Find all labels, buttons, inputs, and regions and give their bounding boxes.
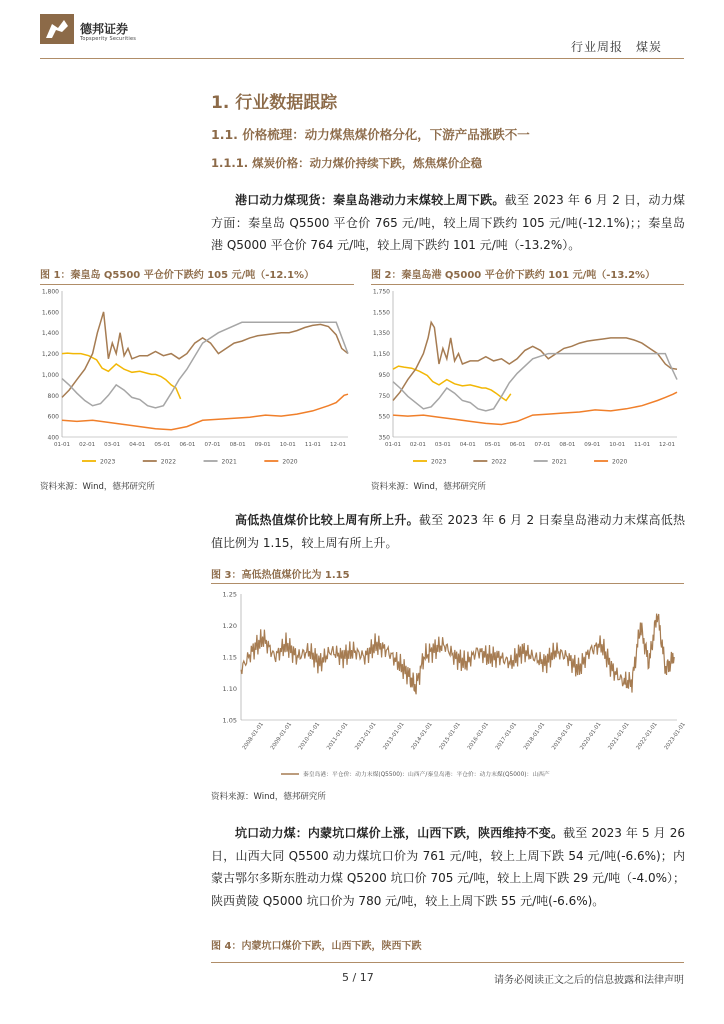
x-tick-label: 02-01 <box>409 442 426 448</box>
x-tick-label: 05-01 <box>484 442 501 448</box>
y-tick-label: 1,550 <box>372 309 390 317</box>
y-tick-label: 1,000 <box>41 371 59 379</box>
x-tick-label: 2014-01-01 <box>410 721 434 752</box>
x-tick-label: 06-01 <box>509 442 526 448</box>
series-line-ratio <box>241 614 674 695</box>
figure-3-divider <box>211 583 684 584</box>
paragraph-lead: 港口动力煤现货：秦皇岛港动力末煤较上周下跌。 <box>235 193 505 207</box>
x-tick-label: 2012-01-01 <box>354 721 378 752</box>
x-tick-label: 12-01 <box>659 442 676 448</box>
paragraph-lead: 高低热值煤价比较上周有所上升。 <box>235 513 419 527</box>
figure-2-chart <box>371 287 684 472</box>
series-line-2021 <box>393 354 677 411</box>
figure-2-source: 资料来源：Wind，德邦研究所 <box>371 482 486 492</box>
y-tick-label: 1,150 <box>372 351 390 359</box>
y-tick-label: 800 <box>47 392 59 400</box>
legend-label: 2023 <box>100 458 116 466</box>
x-tick-label: 2011-01-01 <box>326 721 350 752</box>
x-tick-label: 02-01 <box>79 442 96 448</box>
figure-1-source: 资料来源：Wind，德邦研究所 <box>40 482 155 492</box>
x-tick-label: 05-01 <box>154 442 171 448</box>
paragraph-port-coal <box>211 189 685 257</box>
x-tick-label: 04-01 <box>459 442 476 448</box>
paragraph-mine-coal <box>211 822 685 912</box>
y-tick-label: 1,200 <box>41 351 59 359</box>
logo-icon <box>40 14 74 44</box>
figure-1-chart <box>40 287 354 472</box>
legend-label: 2022 <box>491 458 507 466</box>
x-tick-label: 11-01 <box>304 442 321 448</box>
y-tick-label: 1,800 <box>41 288 59 296</box>
figure-3-chart <box>211 586 687 782</box>
x-tick-label: 2022-01-01 <box>635 721 659 752</box>
legend-label: 2021 <box>551 458 567 466</box>
legend-label: 秦皇岛港：平仓价：动力末煤(Q5500)：山西产/秦皇岛港：平仓价：动力末煤(Q5000)：山西产 <box>303 772 550 779</box>
x-tick-label: 2010-01-01 <box>297 721 322 752</box>
y-tick-label: 1.05 <box>222 716 237 725</box>
x-tick-label: 2009-01-01 <box>269 721 294 752</box>
x-tick-label: 12-01 <box>329 442 346 448</box>
x-tick-label: 2021-01-01 <box>607 721 631 752</box>
header-divider <box>40 58 684 59</box>
y-tick-label: 600 <box>47 413 59 421</box>
x-tick-label: 03-01 <box>104 442 121 448</box>
legend-label: 2023 <box>431 458 447 466</box>
figure-3-title: 图 3：高低热值煤价比为 1.15 <box>211 570 350 581</box>
x-tick-label: 04-01 <box>129 442 146 448</box>
x-tick-label: 10-01 <box>609 442 626 448</box>
legend-label: 2020 <box>612 458 628 466</box>
x-tick-label: 2017-01-01 <box>494 721 519 752</box>
y-tick-label: 950 <box>378 371 390 379</box>
series-line-2021 <box>62 322 348 408</box>
report-type: 行业周报 煤炭 <box>570 40 662 54</box>
x-tick-label: 06-01 <box>179 442 196 448</box>
x-tick-label: 01-01 <box>385 442 401 448</box>
y-tick-label: 1,750 <box>372 288 390 296</box>
y-tick-label: 400 <box>47 434 59 442</box>
x-tick-label: 2023-01-01 <box>663 721 687 752</box>
x-tick-label: 08-01 <box>559 442 576 448</box>
x-tick-label: 03-01 <box>434 442 451 448</box>
x-tick-label: 10-01 <box>279 442 296 448</box>
footer-divider <box>211 962 684 963</box>
paragraph-lead: 坑口动力煤：内蒙坑口煤价上涨，山西下跌，陕西维持不变。 <box>235 826 564 840</box>
y-tick-label: 350 <box>378 434 390 442</box>
x-tick-label: 08-01 <box>229 442 246 448</box>
x-tick-label: 01-01 <box>54 442 70 448</box>
legal-disclaimer: 请务必阅读正文之后的信息披露和法律声明 <box>494 975 684 986</box>
figure-1-divider <box>40 284 354 285</box>
page-number: 5 / 17 <box>342 971 374 984</box>
subsection-heading: 1.1. 价格梳理：动力煤焦煤价格分化，下游产品涨跌不一 <box>211 127 530 142</box>
paragraph-body: 截至 2023 年 6 月 2 日，动力煤方面：秦皇岛 Q5500 平仓价 765 元/吨，较上周下跌约 105 元/吨(-12.1%)；；秦皇岛港 Q5000 平仓价 764 元/吨，较上周下跌约 101 元/吨（-13.2%）。 <box>211 193 685 252</box>
series-line-2020 <box>393 392 677 424</box>
y-tick-label: 1,400 <box>41 330 59 338</box>
legend-label: 2021 <box>221 458 237 466</box>
figure-2-divider <box>371 284 684 285</box>
x-tick-label: 07-01 <box>534 442 551 448</box>
x-tick-label: 2020-01-01 <box>579 721 603 752</box>
y-tick-label: 750 <box>378 392 390 400</box>
y-tick-label: 1,600 <box>41 309 59 317</box>
x-tick-label: 2019-01-01 <box>551 721 575 752</box>
series-line-2023 <box>393 366 511 400</box>
figure-3-source: 资料来源：Wind，德邦研究所 <box>211 792 326 802</box>
x-tick-label: 2013-01-01 <box>382 721 406 752</box>
series-line-2022 <box>393 322 677 400</box>
x-tick-label: 11-01 <box>634 442 651 448</box>
legend-label: 2020 <box>282 458 298 466</box>
paragraph-body: 截至 2023 年 5 月 26 日，山西大同 Q5500 动力煤坑口价为 761 元/吨，较上上周下跌 54 元/吨(-6.6%)；内蒙古鄂尔多斯东胜动力煤 Q5200 坑口价 705 元/吨，较上上周下跌 29 元/吨（-4.0%）；陕西黄陵 Q5000 坑口价为 780 元/吨，较上上周下跌 55 元/吨(-6.6%)。 <box>211 826 685 908</box>
x-tick-label: 09-01 <box>584 442 601 448</box>
logo-subtitle: Topsperity Securities <box>80 36 137 42</box>
paragraph-ratio <box>211 509 685 554</box>
paragraph-body: 截至 2023 年 6 月 2 日秦皇岛港动力末煤高低热值比例为 1.15，较上周有所上升。 <box>211 513 685 550</box>
x-tick-label: 2016-01-01 <box>466 721 491 752</box>
subsubsection-heading: 1.1.1. 煤炭价格：动力煤价持续下跌，炼焦煤价企稳 <box>211 156 483 170</box>
logo-name: 德邦证券 <box>80 22 129 36</box>
figure-1-title: 图 1：秦皇岛 Q5500 平仓价下跌约 105 元/吨（-12.1%） <box>40 270 315 281</box>
x-tick-label: 2008-01-01 <box>241 721 265 752</box>
x-tick-label: 2015-01-01 <box>438 721 462 752</box>
y-tick-label: 1,350 <box>372 330 390 338</box>
legend-label: 2022 <box>160 458 177 466</box>
section-heading: 1. 行业数据跟踪 <box>211 93 338 113</box>
y-tick-label: 1.10 <box>222 685 237 693</box>
x-tick-label: 07-01 <box>204 442 221 448</box>
x-tick-label: 09-01 <box>254 442 271 448</box>
y-tick-label: 1.20 <box>222 622 237 630</box>
y-tick-label: 1.15 <box>222 653 237 662</box>
series-line-2022 <box>62 312 348 398</box>
figure-4-title: 图 4：内蒙坑口煤价下跌，山西下跌，陕西下跌 <box>211 941 422 952</box>
x-tick-label: 2018-01-01 <box>523 721 547 752</box>
y-tick-label: 1.25 <box>222 590 237 599</box>
y-tick-label: 550 <box>378 413 390 421</box>
figure-2-title: 图 2：秦皇岛港 Q5000 平仓价下跌约 101 元/吨（-13.2%） <box>371 270 656 281</box>
